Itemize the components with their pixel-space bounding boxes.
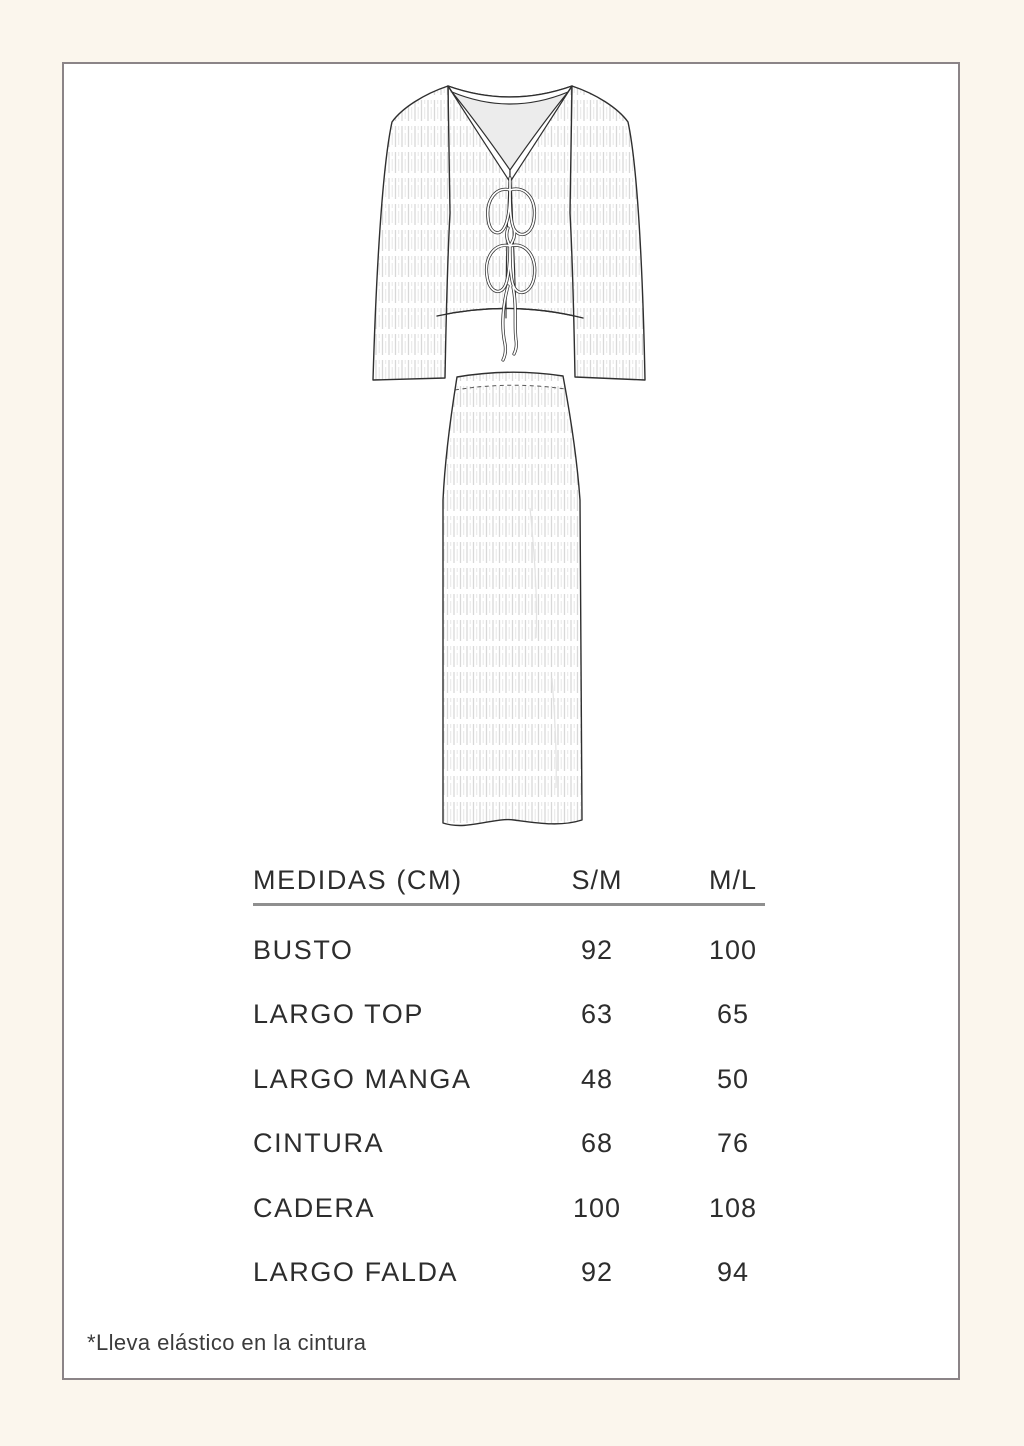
row-value-ml: 108	[708, 1192, 758, 1223]
table-rows	[253, 918, 804, 1305]
row-value-sm: 68	[580, 1128, 614, 1159]
table-row	[253, 1176, 804, 1241]
table-row	[253, 1112, 804, 1177]
row-label: LARGO TOP	[253, 999, 424, 1030]
row-value-sm: 92	[580, 934, 614, 965]
row-value-sm: 92	[580, 1257, 614, 1288]
row-label: CADERA	[253, 1192, 376, 1223]
size-table	[253, 862, 804, 1305]
row-value-ml: 94	[716, 1257, 750, 1288]
row-value-ml: 76	[716, 1128, 750, 1159]
content-frame	[62, 62, 960, 1380]
row-value-ml: 50	[716, 1063, 750, 1094]
table-header-measures: MEDIDAS (CM)	[253, 864, 463, 895]
footnote: *Lleva elástico en la cintura	[87, 1330, 367, 1355]
row-label: LARGO MANGA	[253, 1063, 472, 1094]
row-label: CINTURA	[253, 1128, 385, 1159]
skirt-sketch	[443, 372, 582, 825]
table-row	[253, 1241, 804, 1306]
table-header-size-ml: M/L	[708, 864, 757, 895]
table-header	[253, 862, 804, 898]
row-value-ml: 65	[716, 999, 750, 1030]
top-sketch	[373, 86, 645, 380]
table-row	[253, 1047, 804, 1112]
garment-illustration	[362, 78, 672, 838]
row-label: BUSTO	[253, 934, 354, 965]
table-row	[253, 918, 804, 983]
table-row	[253, 983, 804, 1048]
row-value-sm: 100	[572, 1192, 622, 1223]
row-value-sm: 48	[580, 1063, 614, 1094]
row-value-sm: 63	[580, 999, 614, 1030]
header-divider	[253, 903, 765, 906]
table-header-size-sm: S/M	[571, 864, 623, 895]
row-value-ml: 100	[708, 934, 758, 965]
row-label: LARGO FALDA	[253, 1257, 459, 1288]
